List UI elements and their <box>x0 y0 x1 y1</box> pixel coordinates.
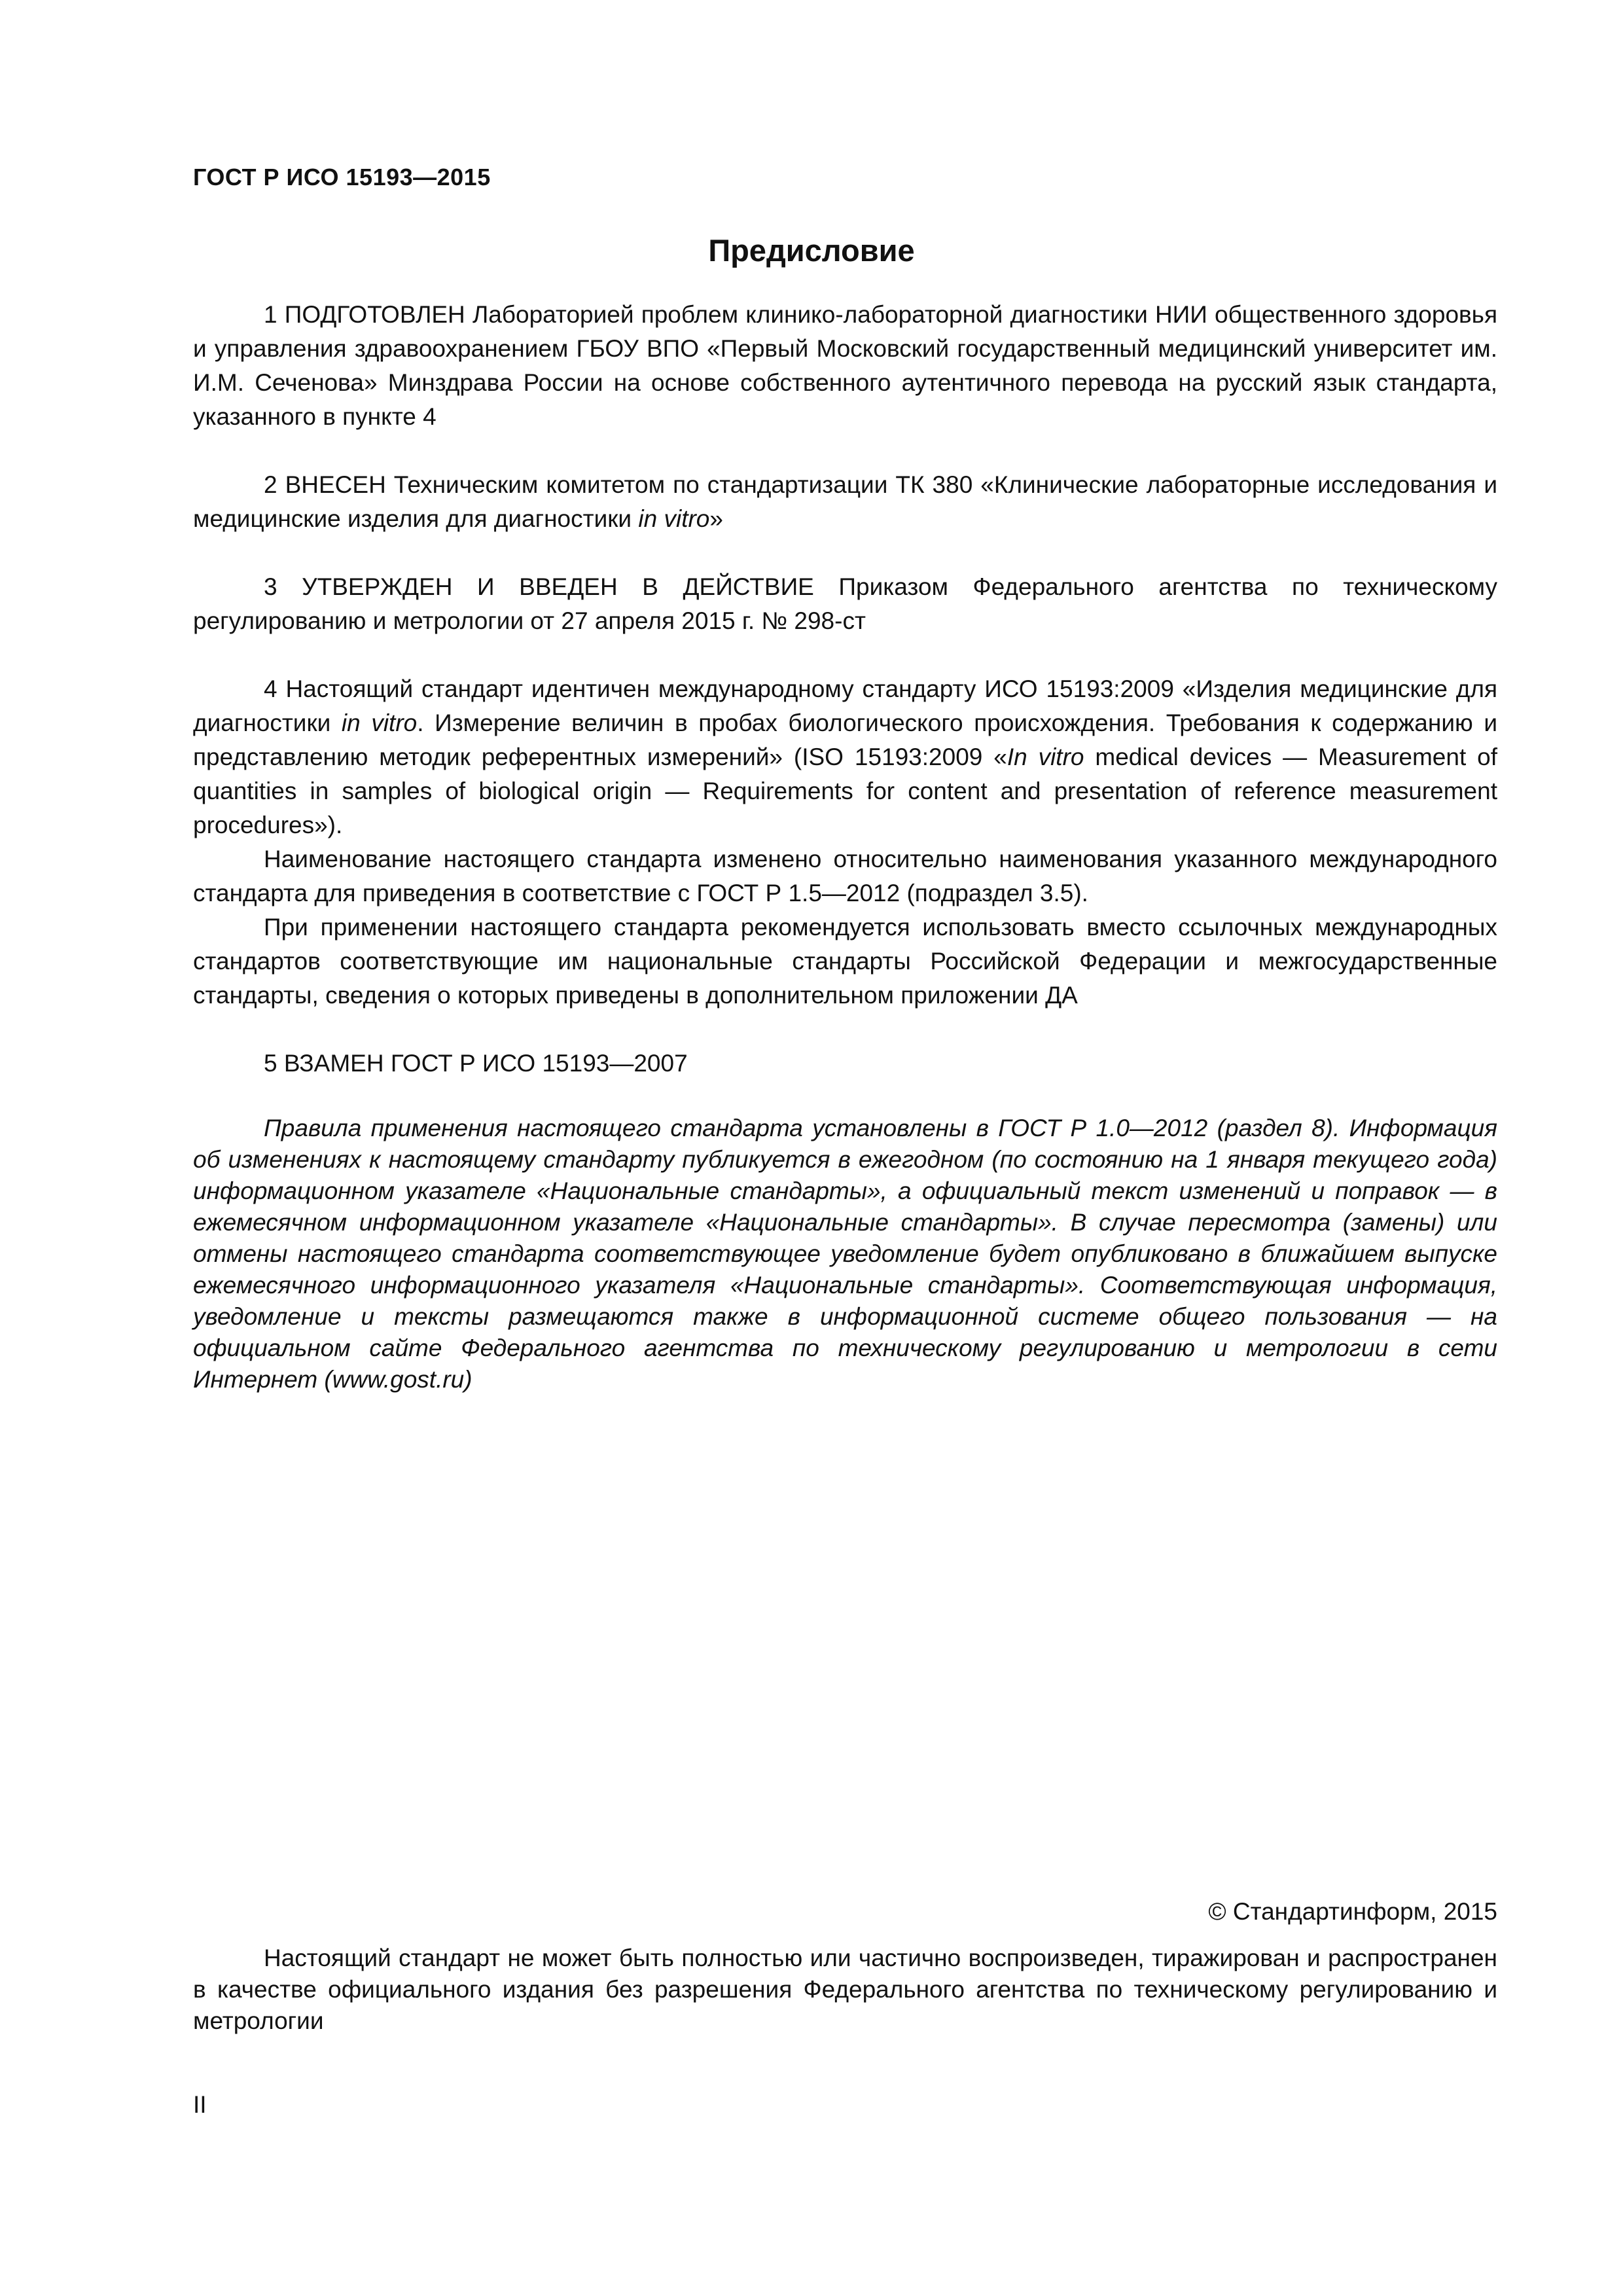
foreword-item-4-text-a: 4 Настоящий стандарт идентичен международному стандарту ИСО 15193:2009 «Изделия медицинские для диагностики <box>193 675 1497 736</box>
foreword-item-1: 1 ПОДГОТОВЛЕН Лабораторией проблем клинико-лабораторной диагностики НИИ общественного здоровья и управления здравоохранением ГБОУ ВПО «Первый Московский государственный медицинский университет им. И.М. Сеченова» Минздрава России на основе собственного аутентичного перевода на русский язык стандарта, указанного в пункте 4 <box>193 301 1497 430</box>
foreword-item-4-paragraph-3: При применении настоящего стандарта рекомендуется использовать вместо ссылочных международных стандартов соответствующие им национальные стандарты Российской Федерации и межгосударственные стандарты, сведения о которых приведены в дополнительном приложении ДА <box>193 914 1497 1009</box>
foreword-item-3: 3 УТВЕРЖДЕН И ВВЕДЕН В ДЕЙСТВИЕ Приказом Федерального агентства по техническому регулированию и метрологии от 27 апреля 2015 г. № 298-ст <box>193 573 1497 634</box>
application-rules-notice: Правила применения настоящего стандарта установлены в ГОСТ Р 1.0—2012 (раздел 8). Информация об изменениях к настоящему стандарту публикуется в ежегодном (по состоянию на 1 января текущего года) информационном указателе «Национальные стандарты», а официальный текст изменений и поправок — в ежемесячном информационном указателе «Национальные стандарты». В случае пересмотра (замены) или отмены настоящего стандарта соответствующее уведомление будет опубликовано в ближайшем выпуске ежемесячного информационного указателя «Национальные стандарты». Соответствующая информация, уведомление и тексты размещаются также в информационной системе общего пользования — на официальном сайте Федерального агентства по техническому регулированию и метрологии в сети Интернет (www.gost.ru) <box>193 1115 1497 1393</box>
copyright-line: © Стандартинформ, 2015 <box>1208 1898 1497 1925</box>
foreword-item-2-end: » <box>709 505 723 532</box>
foreword-item-2-emphasis: in vitro <box>638 505 710 532</box>
foreword-item-4-paragraph-2: Наименование настоящего стандарта изменено относительно наименования указанного международного стандарта для приведения в соответствие с ГОСТ Р 1.5—2012 (подраздел 3.5). <box>193 846 1497 906</box>
foreword-item-4-emphasis-2: In vitro <box>1007 744 1084 770</box>
foreword-item-2-text: 2 ВНЕСЕН Техническим комитетом по стандартизации ТК 380 «Клинические лабораторные исследования и медицинские изделия для диагностики <box>193 471 1497 532</box>
page-number: II <box>193 2091 207 2118</box>
reproduction-notice: Настоящий стандарт не может быть полностью или частично воспроизведен, тиражирован и распространен в качестве официального издания без разрешения Федерального агентства по техническому регулированию и метрологии <box>193 1945 1497 2034</box>
foreword-item-4-text-c: medical devices — Measurement of quantities in samples of biological origin — Requirements for content and presentation of reference measurement procedures»). <box>193 744 1497 838</box>
foreword-item-4-text-b: . Измерение величин в пробах биологического происхождения. Требования к содержанию и представлению методик референтных измерений» (ISO 15193:2009 « <box>193 709 1498 770</box>
foreword-item-4 <box>193 672 1497 842</box>
page-title: Предисловие <box>708 233 915 268</box>
document-code-header: ГОСТ Р ИСО 15193—2015 <box>193 164 491 190</box>
foreword-item-2 <box>193 468 1497 536</box>
foreword-item-5: 5 ВЗАМЕН ГОСТ Р ИСО 15193—2007 <box>264 1050 688 1077</box>
foreword-item-4-emphasis-1: in vitro <box>341 709 418 736</box>
foreword-content <box>193 298 1497 1081</box>
